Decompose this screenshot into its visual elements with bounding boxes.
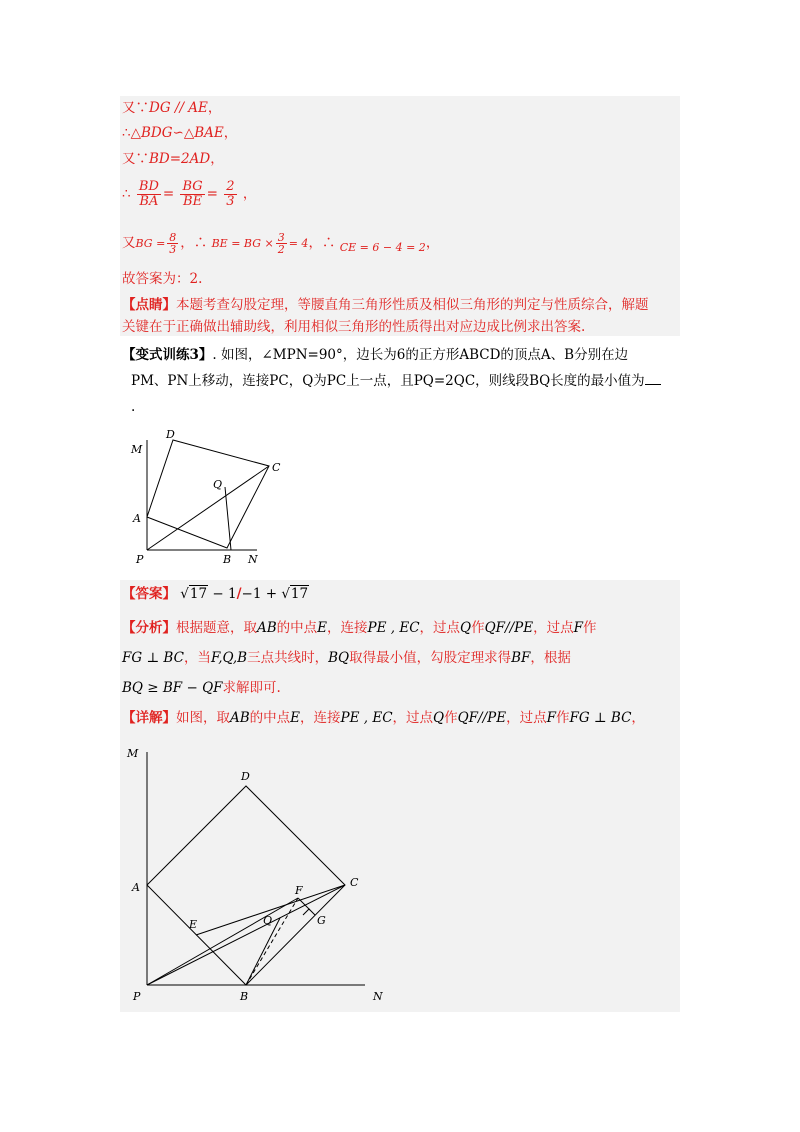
fig2-line-pf	[147, 898, 298, 985]
fig2-label-d: D	[241, 770, 250, 783]
solution-line-3: 又∵BD=2AD，	[122, 151, 224, 167]
fig1-label-p: P	[136, 553, 144, 566]
fig1-label-m: M	[131, 443, 143, 456]
fig2-label-c: C	[350, 876, 359, 889]
fig2-label-a: A	[132, 881, 140, 894]
problem-line-1: 【变式训练3】. 如图，∠MPN=90°，边长为6的正方形ABCD的顶点A、B分别在边	[122, 347, 629, 363]
fig2-right-angle-mark	[303, 909, 315, 915]
fig1-label-b: B	[223, 553, 232, 566]
answer-line: 故答案为：2.	[122, 271, 203, 287]
fraction-bg-be: $\frac{BG}{BE}$	[182, 179, 203, 209]
solution-line-2: ∴△BDG∽△BAE，	[122, 125, 238, 141]
fig2-line-bf-dashed	[246, 898, 298, 985]
solution-line-4: ∴ $\frac{BD}{BA}$ = $\frac{BG}{BE}$ = $\frac{2}{3}$ ，	[122, 179, 257, 209]
fraction-3-2: $\frac{3}{2}$	[277, 231, 285, 256]
fig2-label-g: G	[317, 914, 326, 927]
solution-line-1: 又∵DG // AE，	[122, 100, 222, 116]
fig2-label-e: E	[189, 918, 198, 931]
analysis-line-2: FG ⊥ BC，当F,Q,B三点共线时，BQ取得最小值，勾股定理求得BF，根据	[122, 650, 571, 666]
fig2-label-f: F	[295, 884, 303, 897]
solution-line-5: 又BG = $\frac{8}{3}$ ，∴ BE = BG × $\frac{3}{2}$ = 4，∴ $_{CE = 6 - 4 = 2}$，	[122, 231, 440, 256]
detail-line-1: 【详解】如图，取AB的中点E，连接PE , EC，过点Q作QF//PE，过点F作FG ⊥ BC，	[122, 710, 645, 726]
fig2-line-pc	[147, 885, 345, 985]
fig2-label-b: B	[240, 990, 249, 1003]
fig2-label-m: M	[127, 747, 139, 760]
fig1-label-a: A	[133, 512, 141, 525]
fig2-line-bq	[246, 918, 280, 985]
problem-line-2: PM、PN上移动，连接PC，Q为PC上一点，且PQ=2QC，则线段BQ长度的最小值为	[131, 372, 661, 390]
comment-line-1: 【点睛】本题考查勾股定理，等腰直角三角形性质及相似三角形的判定与性质综合，解题	[122, 297, 649, 313]
fraction-2-3: $\frac{2}{3}$	[226, 179, 235, 209]
fig1-label-c: C	[272, 461, 281, 474]
fig1-label-d: D	[166, 428, 175, 441]
fraction-8-3: $\frac{8}{3}$	[169, 231, 177, 256]
analysis-line-1: 【分析】根据题意，取AB的中点E，连接PE , EC，过点Q作QF//PE，过点F作	[122, 620, 597, 636]
fig2-square-abcd	[147, 786, 345, 985]
fig2-line-ec	[196, 885, 345, 935]
fig1-label-n: N	[248, 553, 258, 566]
comment-line-2: 关键在于正确做出辅助线，利用相似三角形的性质得出对应边成比例求出答案.	[122, 319, 586, 335]
fig2-label-p: P	[133, 990, 141, 1003]
answer-tag-line: 【答案】 √17 − 1/−1 + √17	[122, 586, 309, 602]
fig2-label-q: Q	[263, 914, 273, 927]
fig2-label-n: N	[373, 990, 383, 1003]
fig1-label-q: Q	[213, 478, 223, 491]
problem-line-3: .	[131, 399, 136, 415]
fraction-bd-ba: $\frac{BD}{BA}$	[138, 179, 159, 209]
analysis-line-3: BQ ≥ BF − QF求解即可.	[122, 680, 281, 696]
